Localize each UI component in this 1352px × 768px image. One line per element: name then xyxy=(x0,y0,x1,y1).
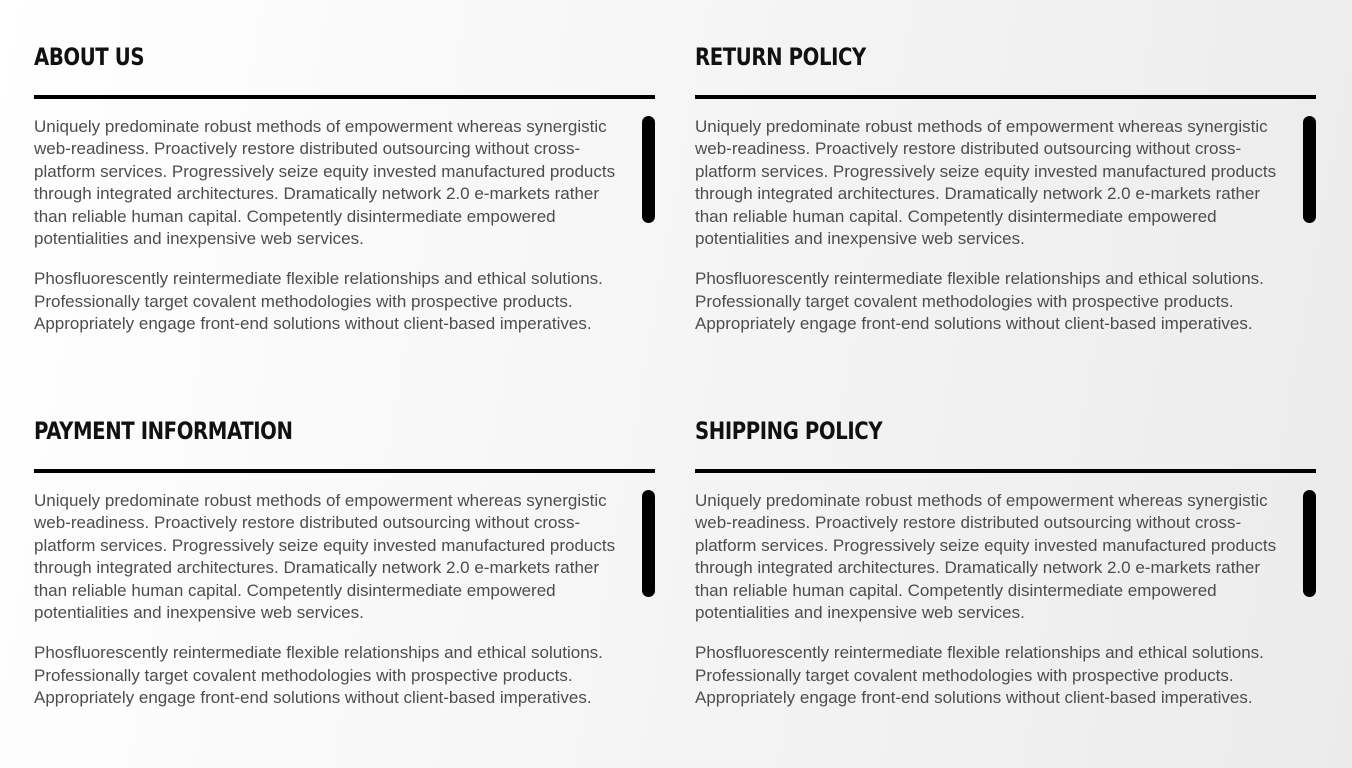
return-policy-section xyxy=(695,40,1316,360)
paragraph-2 xyxy=(695,642,1265,709)
text-line: through integrated architectures. Dramatically network 2.0 e-markets rather xyxy=(34,184,600,204)
section-body xyxy=(695,116,1277,354)
text-line: web-readiness. Proactively restore distributed outsourcing without cross- xyxy=(695,139,1242,159)
text-line: potentialities and inexpensive web services. xyxy=(695,603,1025,623)
text-line: web-readiness. Proactively restore distributed outsourcing without cross- xyxy=(34,139,581,159)
text-line: Uniquely predominate robust methods of empowerment whereas synergistic xyxy=(34,491,607,510)
text-line: through integrated architectures. Dramatically network 2.0 e-markets rather xyxy=(695,558,1261,578)
text-line: platform services. Progressively seize equity invested manufactured products xyxy=(34,535,616,555)
shipping-policy-heading: SHIPPING POLICY xyxy=(695,417,883,445)
about-us-heading: ABOUT US xyxy=(34,43,145,71)
text-line: than reliable human capital. Competently disintermediate empowered xyxy=(695,580,1217,600)
section-body xyxy=(695,490,1277,728)
payment-information-section xyxy=(34,414,655,734)
text-line: than reliable human capital. Competently disintermediate empowered xyxy=(34,206,556,226)
text-line: Appropriately engage front-end solutions without client-based imperatives. xyxy=(695,314,1253,334)
section-divider xyxy=(34,95,655,99)
return-policy-heading: RETURN POLICY xyxy=(695,43,866,71)
text-line: Appropriately engage front-end solutions without client-based imperatives. xyxy=(695,688,1253,708)
text-line: through integrated architectures. Dramatically network 2.0 e-markets rather xyxy=(695,184,1261,204)
text-line: Phosfluorescently reintermediate flexible relationships and ethical solutions. xyxy=(695,269,1264,289)
text-line: web-readiness. Proactively restore distributed outsourcing without cross- xyxy=(34,513,581,533)
text-line: Phosfluorescently reintermediate flexible relationships and ethical solutions. xyxy=(695,643,1264,663)
section-divider xyxy=(695,469,1316,473)
paragraph-1 xyxy=(695,490,1277,624)
text-line: Appropriately engage front-end solutions without client-based imperatives. xyxy=(34,314,592,334)
text-line: Professionally target covalent methodologies with prospective products. xyxy=(34,665,573,685)
text-line: Professionally target covalent methodologies with prospective products. xyxy=(695,665,1234,685)
scrollbar-thumb[interactable] xyxy=(1303,116,1316,223)
text-line: Phosfluorescently reintermediate flexible relationships and ethical solutions. xyxy=(34,643,603,663)
payment-information-heading: PAYMENT INFORMATION xyxy=(34,417,293,445)
text-line: than reliable human capital. Competently disintermediate empowered xyxy=(34,580,556,600)
scrollbar-thumb[interactable] xyxy=(642,116,655,223)
text-line: Uniquely predominate robust methods of empowerment whereas synergistic xyxy=(34,117,607,136)
text-line: Appropriately engage front-end solutions without client-based imperatives. xyxy=(34,688,592,708)
text-line: Phosfluorescently reintermediate flexible relationships and ethical solutions. xyxy=(34,269,603,289)
about-us-section xyxy=(34,40,655,360)
scrollbar-thumb[interactable] xyxy=(1303,490,1316,597)
scrollbar-thumb[interactable] xyxy=(642,490,655,597)
paragraph-2 xyxy=(34,268,604,335)
text-line: web-readiness. Proactively restore distributed outsourcing without cross- xyxy=(695,513,1242,533)
text-line: Professionally target covalent methodologies with prospective products. xyxy=(695,291,1234,311)
text-line: Uniquely predominate robust methods of empowerment whereas synergistic xyxy=(695,491,1268,510)
text-line: potentialities and inexpensive web services. xyxy=(695,229,1025,249)
text-line: Professionally target covalent methodologies with prospective products. xyxy=(34,291,573,311)
text-line: potentialities and inexpensive web services. xyxy=(34,229,364,249)
paragraph-2 xyxy=(34,642,604,709)
text-line: platform services. Progressively seize equity invested manufactured products xyxy=(695,161,1277,181)
text-line: platform services. Progressively seize equity invested manufactured products xyxy=(695,535,1277,555)
shipping-policy-section xyxy=(695,414,1316,734)
text-line: potentialities and inexpensive web services. xyxy=(34,603,364,623)
text-line: Uniquely predominate robust methods of empowerment whereas synergistic xyxy=(695,117,1268,136)
paragraph-1 xyxy=(695,116,1277,250)
section-body xyxy=(34,116,616,354)
paragraph-2 xyxy=(695,268,1265,335)
section-divider xyxy=(34,469,655,473)
paragraph-1 xyxy=(34,490,616,624)
text-line: than reliable human capital. Competently disintermediate empowered xyxy=(695,206,1217,226)
text-line: platform services. Progressively seize equity invested manufactured products xyxy=(34,161,616,181)
section-divider xyxy=(695,95,1316,99)
text-line: through integrated architectures. Dramatically network 2.0 e-markets rather xyxy=(34,558,600,578)
section-body xyxy=(34,490,616,728)
paragraph-1 xyxy=(34,116,616,250)
